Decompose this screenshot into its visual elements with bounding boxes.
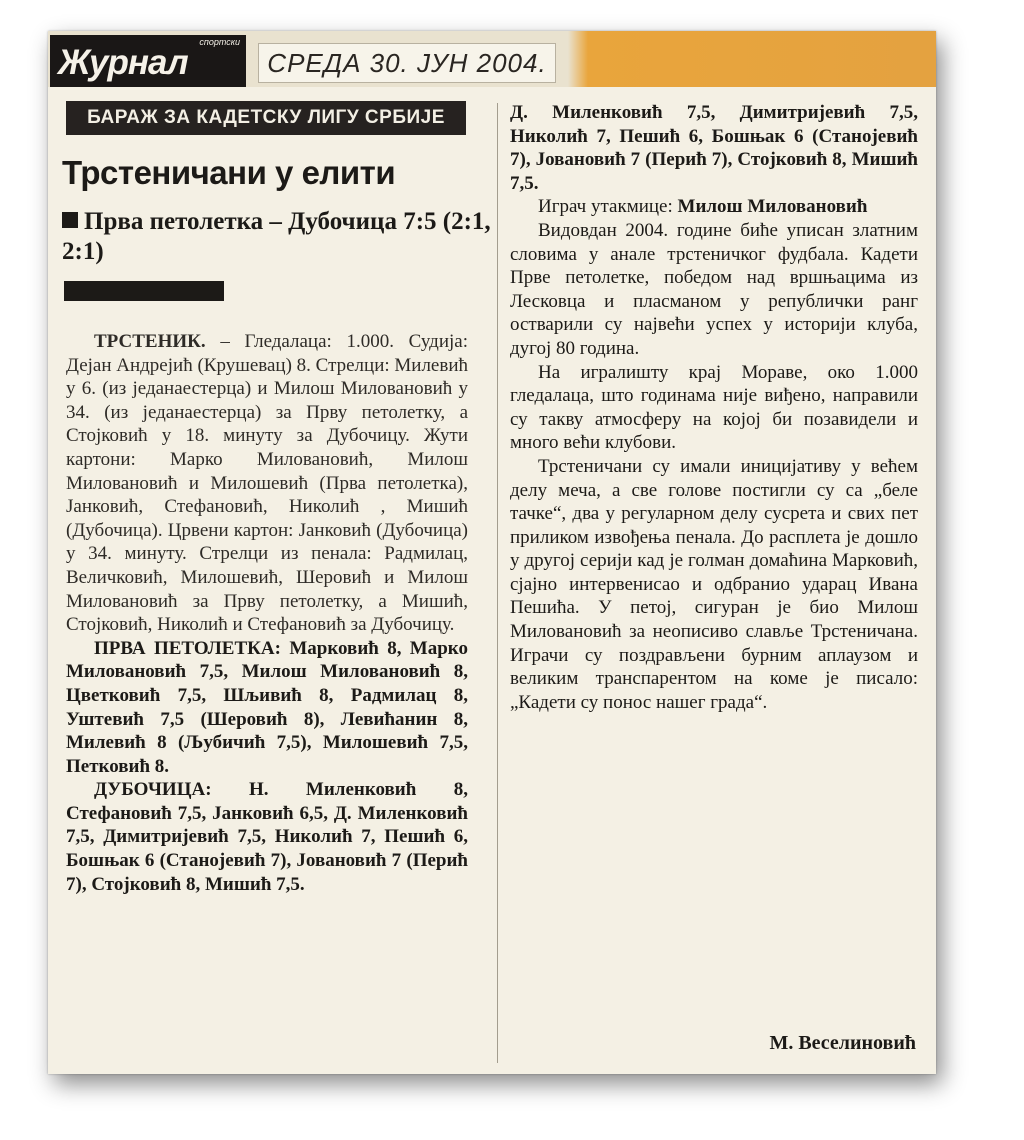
paragraph-3: Трстеничани су имали иницијативу у већем делу меча, а све голове постигли су са „беле тачке“, два у регуларном делу сусрета и свих пет приликом извођења пенала. До расплета је дошло у другој серији кад је голман домаћина Марковић, сјајно интервенисао и одбранио ударац Ивана Пешића. У петој, сигуран је био Милош Миловановић за неописиво славље Трстеничана. Играчи су поздрављени бурним аплаузом и великим транспарентом на коме је писало: „Кадети су понос нашег града“.: [510, 455, 918, 713]
player-name: Милош Миловановић: [677, 196, 868, 218]
player-of-match: [510, 195, 918, 219]
column-divider: [497, 103, 498, 1063]
column-left: [66, 330, 469, 895]
match-report: [66, 330, 468, 637]
bullet-square-icon: [62, 212, 78, 228]
paragraph-1: Видовдан 2004. године биће уписан златним словима у анале трстеничког фудбала. Кадети Прве петолетке, победом над вршњацима из Лесковца и пласманом у републички ранг остварили су највећи успех у историји клуба, дугој 80 година.: [510, 219, 918, 359]
section-kicker: БАРАЖ ЗА КАДЕТСКУ ЛИГУ СРБИЈЕ: [66, 101, 466, 135]
newspaper-logo: [50, 35, 246, 87]
column-right: [510, 101, 918, 714]
masthead: [48, 31, 936, 87]
match-result-text: Прва петолетка – Дубочица 7:5 (2:1, 2:1): [62, 208, 491, 265]
lineup-away: ДУБОЧИЦА: Н. Миленковић 8, Стефановић 7,5, Јанковић 6,5, Д. Миленковић 7,5, Димитријевић 7,5, Николић 7, Пешић 6, Бошњак 6 (Станојевић 7), Јовановић 7 (Перић 7), Стојковић 8, Мишић 7,5.: [66, 779, 468, 895]
match-report-text: – Гледалаца: 1.000. Судија: Дејан Андрејић (Крушевац) 8. Стрелци: Милевић у 6. (из једанаестерца) и Милош Миловановић у 34. (из једанаестерца) за Прву петолетку, а Стојковић у 18. минуту за Дубочицу. Жути картони: Марко Миловановић, Милош Миловановић и Милошевић (Прва петолетка), Јанковић, Стефановић, Николић , Мишић (Дубочица). Црвени картон: Јанковић (Дубочица) у 34. минуту. Стрелци из пенала: Радмилац, Величковић, Милошевић, Шеровић и Милош Миловановић за Прву петолетку, а Мишић, Стојковић, Николић и Стефановић за Дубочицу.: [66, 331, 469, 636]
newspaper-clipping: [48, 31, 936, 1074]
paragraph-2: На игралишту крај Мораве, око 1.000 гледалаца, што годинама није виђено, направили су такву атмосферу на којој би позавидели и много већи клубови.: [510, 361, 918, 454]
black-rule-bar: [64, 281, 224, 301]
article-headline: Трстеничани у елити: [62, 154, 396, 191]
logo-small-text: спортски: [199, 37, 240, 47]
author-byline: М. Веселиновић: [769, 1032, 916, 1054]
lineup-away-continued: Д. Миленковић 7,5, Димитријевић 7,5, Николић 7, Пешић 6, Бошњак 6 (Станојевић 7), Јовановић 7 (Перић 7), Стојковић 8, Мишић 7,5.: [510, 102, 918, 194]
issue-date: СРЕДА 30. ЈУН 2004.: [258, 43, 556, 83]
match-result: [62, 207, 502, 267]
lineup-home: ПРВА ПЕТОЛЕТКА: Марковић 8, Марко Миловановић 7,5, Милош Миловановић 8, Цветковић 7,5, Шљивић 8, Радмилац 8, Уштевић 7,5 (Шеровић 8), Левићанин 8, Милевић 8 (Љубичић 7,5), Милошевић 7,5, Петковић 8.: [66, 637, 468, 777]
player-label: Играч утакмице:: [538, 196, 673, 218]
logo-text: Журнал: [58, 43, 188, 82]
dateline: ТРСТЕНИК.: [94, 331, 206, 352]
